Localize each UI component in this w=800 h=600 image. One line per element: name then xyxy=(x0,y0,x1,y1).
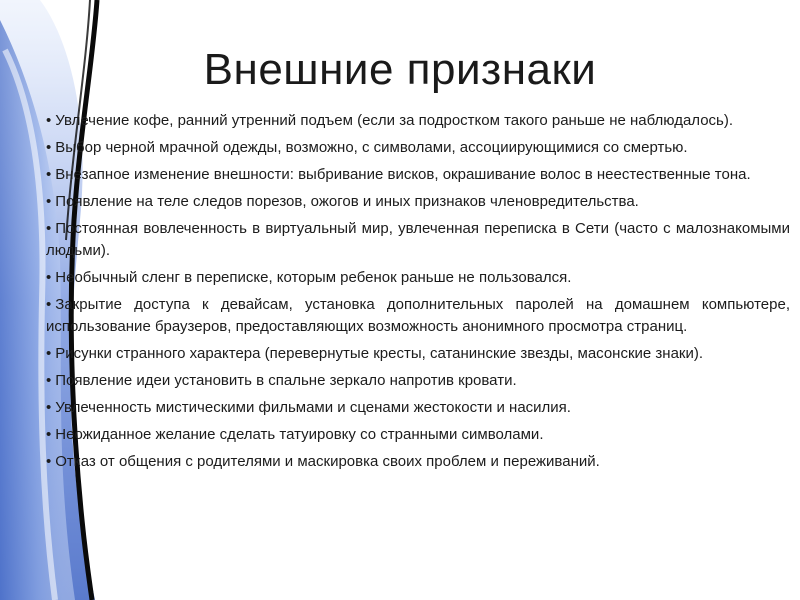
bullet-icon: • xyxy=(46,345,52,362)
bullet-icon: • xyxy=(46,372,52,389)
list-item xyxy=(46,424,790,446)
list-item xyxy=(46,137,790,159)
list-item-text: Рисунки странного характера (перевернутые кресты, сатанинские звезды, масонские знаки). xyxy=(55,345,704,362)
bullet-icon: • xyxy=(46,269,52,286)
list-item xyxy=(46,191,790,213)
bullet-icon: • xyxy=(46,166,52,183)
list-item-text: Появление идеи установить в спальне зеркало напротив кровати. xyxy=(55,372,517,389)
bullet-icon: • xyxy=(46,220,52,237)
list-item xyxy=(46,370,790,392)
list-item-text: Отказ от общения с родителями и маскировка своих проблем и переживаний. xyxy=(55,453,600,470)
list-item-text: Постоянная вовлеченность в виртуальный мир, увлеченная переписка в Сети (часто с малознакомыми людьми). xyxy=(46,220,790,259)
list-item-text: Увлечение кофе, ранний утренний подъем (если за подростком такого раньше не наблюдалось). xyxy=(55,112,734,129)
list-item-text: Неожиданное желание сделать татуировку со странными символами. xyxy=(55,426,544,443)
list-item-text: Закрытие доступа к девайсам, установка дополнительных паролей на домашнем компьютере, использование браузеров, предоставляющих возможность анонимного просмотра страниц. xyxy=(46,296,790,335)
list-item xyxy=(46,164,790,186)
list-item xyxy=(46,343,790,365)
bullet-list xyxy=(46,110,790,478)
bullet-icon: • xyxy=(46,426,52,443)
list-item-text: Внезапное изменение внешности: выбривание висков, окрашивание волос в неестественные тона. xyxy=(55,166,751,183)
list-item xyxy=(46,267,790,289)
list-item-text: Необычный сленг в переписке, которым ребенок раньше не пользовался. xyxy=(55,269,572,286)
list-item xyxy=(46,110,790,132)
list-item xyxy=(46,294,790,338)
list-item xyxy=(46,397,790,419)
bullet-icon: • xyxy=(46,112,52,129)
bullet-icon: • xyxy=(46,453,52,470)
list-item xyxy=(46,451,790,473)
list-item-text: Увлеченность мистическими фильмами и сценами жестокости и насилия. xyxy=(55,399,571,416)
list-item-text: Появление на теле следов порезов, ожогов и иных признаков членовредительства. xyxy=(55,193,639,210)
list-item-text: Выбор черной мрачной одежды, возможно, с символами, ассоциирующимися со смертью. xyxy=(55,139,688,156)
bullet-icon: • xyxy=(46,139,52,156)
bullet-icon: • xyxy=(46,193,52,210)
bullet-icon: • xyxy=(46,399,52,416)
page-title: Внешние признаки xyxy=(203,45,597,94)
bullet-icon: • xyxy=(46,296,52,313)
list-item xyxy=(46,218,790,262)
